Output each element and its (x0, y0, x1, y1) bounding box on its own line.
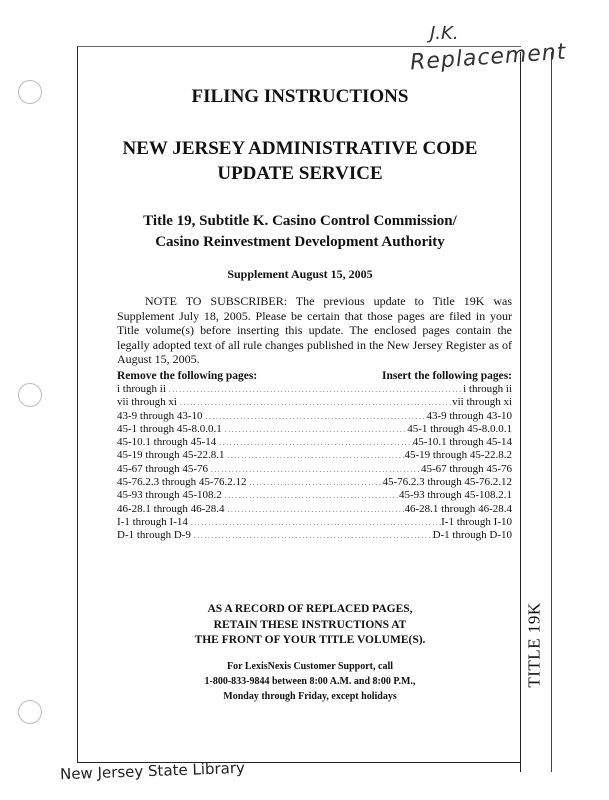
insert-header: Insert the following pages: (381, 370, 512, 382)
list-item: i through ii . . . i through ii (117, 383, 512, 396)
list-item: 45-1 through 45-8.0.0.1 . . . 45-1 through 45-8.0.0.1 (117, 423, 512, 436)
pages-list-header (117, 370, 512, 382)
list-item: 46-28.1 through 46-28.4 . . . 46-28.1 through 46-28.4 (117, 503, 512, 516)
supplement-date: Supplement August 15, 2005 (227, 267, 373, 281)
retain-instructions: AS A RECORD OF REPLACED PAGES, RETAIN THESE INSTRUCTIONS AT THE FRONT OF YOUR TITLE VOLUME(S). (194, 603, 426, 646)
list-item: 45-76.2.3 through 45-76.2.12 . . . 45-76.2.3 through 45-76.2.12 (117, 476, 512, 489)
page-title: FILING INSTRUCTIONS (191, 86, 409, 107)
list-item: 43-9 through 43-10 . . . 43-9 through 43-10 (117, 410, 512, 423)
list-item: 45-93 through 45-108.2 . . . 45-93 through 45-108.2.1 (117, 489, 512, 502)
customer-support: For LexisNexis Customer Support, call 1-800-833-9844 between 8:00 A.M. and 8:00 P.M., Monday through Friday, except holidays (204, 661, 416, 702)
list-item: 45-10.1 through 45-14 . . . 45-10.1 through 45-14 (117, 436, 512, 449)
punch-hole-middle (18, 383, 42, 407)
subtitle: Title 19, Subtitle K. Casino Control Commission/ Casino Reinvestment Development Authority (143, 213, 457, 250)
handwritten-initials: J.K. (430, 23, 459, 44)
punch-hole-top (18, 80, 42, 104)
list-item: I-1 through I-14 . . . I-1 through I-10 (117, 516, 512, 529)
list-item: vii through xi . . . vii through xi (117, 396, 512, 409)
pages-list (117, 383, 512, 543)
library-stamp: New Jersey State Library (59, 758, 246, 784)
punch-hole-bottom (18, 700, 42, 724)
list-item: 45-67 through 45-76 . . . 45-67 through 45-76 (117, 463, 512, 476)
list-item: 45-19 through 45-22.8.1 . . . 45-19 through 45-22.8.2 (117, 449, 512, 462)
subscriber-note: NOTE TO SUBSCRIBER: The previous update to Title 19K was Supplement July 18, 2005. Please be certain that those pages are filed in your Title volume(s) before inserting this update. The enclosed pages contain the legally adopted text of all rule changes published in the New Jersey Register as of August 15, 2005. (117, 294, 512, 366)
handwritten-note: Replacement (409, 39, 568, 76)
service-title: NEW JERSEY ADMINISTRATIVE CODE UPDATE SERVICE (122, 138, 478, 184)
remove-header: Remove the following pages: (117, 370, 258, 382)
list-item: D-1 through D-9 . . . D-1 through D-10 (117, 529, 512, 542)
tab-label: TITLE 19K (525, 602, 545, 688)
